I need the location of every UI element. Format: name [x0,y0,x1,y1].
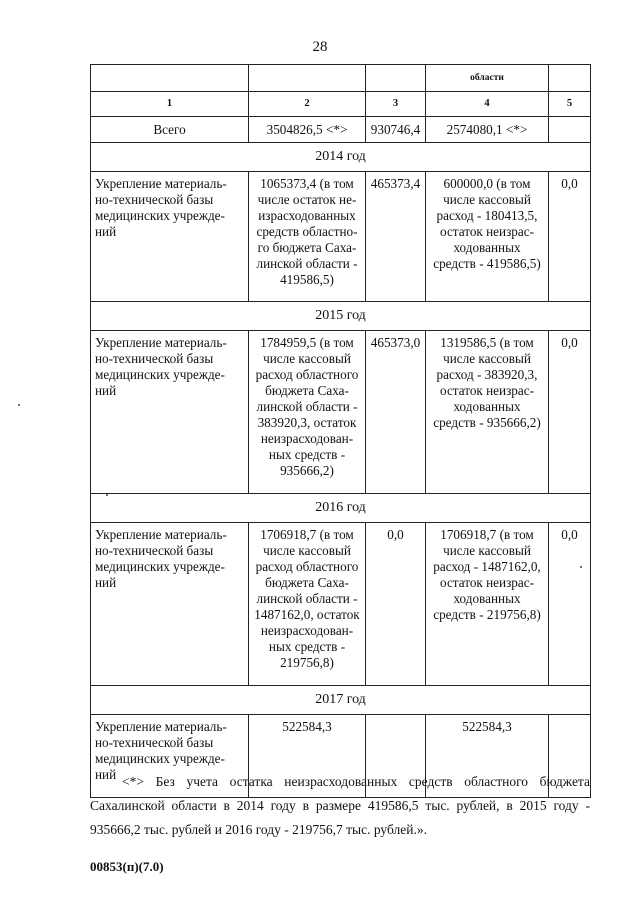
amount-regional-text: 522584,3 [462,719,512,734]
activity-name [91,172,249,302]
document-code: 00853(п)(7.0) [90,859,164,874]
activity-name [91,523,249,686]
amount-regional [426,172,549,302]
year-heading: 2015 год [91,302,591,331]
table-header-top-row [91,65,591,92]
scan-speck [18,404,20,406]
column-number: 1 [91,92,249,117]
header-top-cell [91,65,249,92]
page-number: 28 [312,39,328,55]
amount-regional [426,331,549,494]
column-number: 4 [426,92,549,117]
amount-regional-text: 1706918,7 (в том числе кассовый расход - 1487162,0, остаток неизрас- ходованных средств - 219756,8) [433,527,541,622]
amount-regional-text: 600000,0 (в том числе кассовый расход - 180413,5, остаток неизрас- ходованных средств - 419586,5) [433,176,541,271]
total-other [549,117,591,143]
year-row-2014 [91,143,591,172]
scan-speck [580,566,582,568]
column-number: 2 [249,92,366,117]
amount-other: 0,0 [549,172,591,302]
amount-total-text: 1706918,7 (в том числе кассовый расход областного бюджета Саха- линской области - 1487162,0, остаток неизрасходован- ных средств - 219756,8) [254,527,360,670]
activity-name-text: Укрепление материаль- но-технической базы медицинских учрежде- ний [95,335,227,398]
column-number: 5 [549,92,591,117]
header-top-cell [549,65,591,92]
total-amount: 3504826,5 <*> [249,117,366,143]
scan-speck [106,494,108,496]
activity-name-text: Укрепление материаль- но-технической базы медицинских учрежде- ний [95,527,227,590]
amount-federal: 465373,4 [366,172,426,302]
year-row-2015 [91,302,591,331]
year-heading: 2014 год [91,143,591,172]
table-row [91,172,591,302]
total-label: Всего [91,117,249,143]
amount-total-text: 522584,3 [282,719,332,734]
column-number: 3 [366,92,426,117]
activity-name-text: Укрепление материаль- но-технической базы медицинских учрежде- ний [95,719,227,782]
activity-name-text: Укрепление материаль- но-технической базы медицинских учрежде- ний [95,176,227,239]
amount-federal: 465373,0 [366,331,426,494]
amount-total [249,172,366,302]
amount-total-text: 1784959,5 (в том числе кассовый расход областного бюджета Саха- линской области - 383920,3, остаток неизрасходован- ных средств - 935666,2) [255,335,359,478]
amount-other: 0,0 [549,331,591,494]
amount-total-text: 1065373,4 (в том числе остаток не- израсходованных средств областно- го бюджета Саха- линской области - 419586,5) [256,176,358,287]
header-region-label: области [426,65,549,92]
activity-name [91,331,249,494]
year-heading: 2016 год [91,494,591,523]
amount-federal: 0,0 [366,523,426,686]
financing-table [90,64,591,798]
year-row-2017 [91,686,591,715]
footnote: <*> Без учета остатка неизрасходованных средств областного бюджета Сахалинской области в 2014 году в размере 419586,5 тыс. рублей, в 2015 году - 935666,2 тыс. рублей и 2016 году - 219756,7 тыс. рублей.». [90,774,590,837]
column-number-row [91,92,591,117]
total-row [91,117,591,143]
total-federal: 930746,4 [366,117,426,143]
year-row-2016 [91,494,591,523]
header-top-cell [249,65,366,92]
amount-regional [426,523,549,686]
amount-total [249,523,366,686]
amount-regional-text: 1319586,5 (в том числе кассовый расход - 383920,3, остаток неизрас- ходованных средств - 935666,2) [433,335,541,430]
header-top-cell [366,65,426,92]
total-regional: 2574080,1 <*> [426,117,549,143]
table-row [91,523,591,686]
amount-other: 0,0 [549,523,591,686]
amount-total [249,331,366,494]
year-heading: 2017 год [91,686,591,715]
table-row [91,331,591,494]
